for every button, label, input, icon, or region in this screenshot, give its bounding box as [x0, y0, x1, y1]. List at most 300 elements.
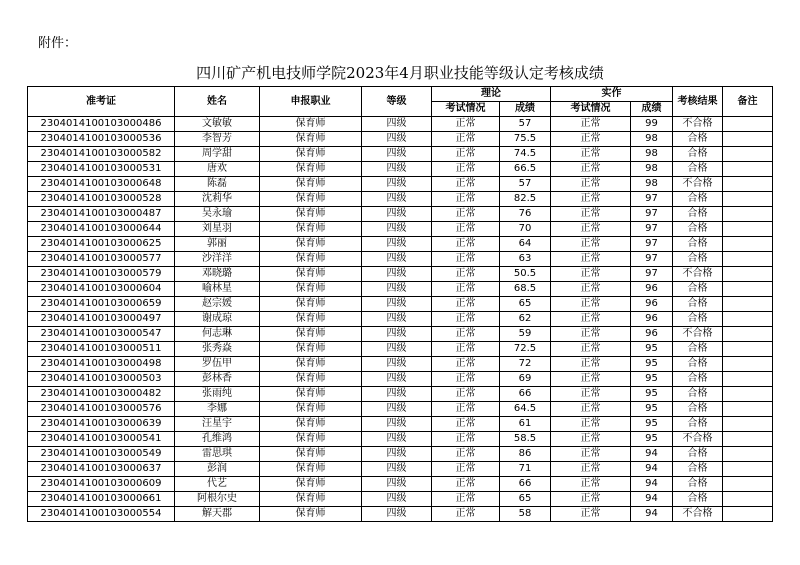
cell-result: 合格: [673, 357, 723, 372]
cell-occupation: 保育师: [260, 117, 362, 132]
cell-practice-score: 98: [631, 147, 673, 162]
cell-exam-id: 2304014100103000482: [28, 387, 175, 402]
cell-result: 不合格: [673, 507, 723, 522]
cell-result: 合格: [673, 237, 723, 252]
cell-name: 张雨纯: [175, 387, 260, 402]
cell-remarks: [723, 147, 773, 162]
cell-occupation: 保育师: [260, 327, 362, 342]
cell-result: 合格: [673, 132, 723, 147]
cell-practice-score: 97: [631, 267, 673, 282]
cell-level: 四级: [362, 132, 432, 147]
cell-name: 何志琳: [175, 327, 260, 342]
cell-level: 四级: [362, 342, 432, 357]
table-row: [28, 267, 773, 282]
cell-remarks: [723, 477, 773, 492]
cell-theory-status: 正常: [432, 237, 500, 252]
cell-practice-score: 94: [631, 492, 673, 507]
cell-level: 四级: [362, 447, 432, 462]
cell-name: 李智芳: [175, 132, 260, 147]
cell-name: 吴永瑜: [175, 207, 260, 222]
cell-level: 四级: [362, 417, 432, 432]
cell-theory-score: 58: [500, 507, 551, 522]
cell-level: 四级: [362, 207, 432, 222]
cell-theory-score: 59: [500, 327, 551, 342]
cell-theory-score: 65: [500, 492, 551, 507]
cell-practice-status: 正常: [551, 192, 631, 207]
cell-practice-status: 正常: [551, 117, 631, 132]
cell-theory-score: 66: [500, 477, 551, 492]
cell-level: 四级: [362, 222, 432, 237]
cell-exam-id: 2304014100103000541: [28, 432, 175, 447]
cell-level: 四级: [362, 282, 432, 297]
cell-name: 代艺: [175, 477, 260, 492]
cell-remarks: [723, 117, 773, 132]
cell-exam-id: 2304014100103000579: [28, 267, 175, 282]
col-practice: 实作: [551, 87, 673, 102]
table-row: [28, 432, 773, 447]
cell-practice-status: 正常: [551, 432, 631, 447]
table-row: [28, 132, 773, 147]
cell-remarks: [723, 507, 773, 522]
cell-practice-status: 正常: [551, 447, 631, 462]
cell-theory-status: 正常: [432, 477, 500, 492]
cell-remarks: [723, 132, 773, 147]
cell-remarks: [723, 192, 773, 207]
cell-theory-status: 正常: [432, 447, 500, 462]
cell-name: 沙洋洋: [175, 252, 260, 267]
cell-exam-id: 2304014100103000531: [28, 162, 175, 177]
cell-exam-id: 2304014100103000582: [28, 147, 175, 162]
table-row: [28, 387, 773, 402]
cell-level: 四级: [362, 477, 432, 492]
cell-level: 四级: [362, 252, 432, 267]
cell-practice-status: 正常: [551, 387, 631, 402]
cell-exam-id: 2304014100103000486: [28, 117, 175, 132]
table-row: [28, 507, 773, 522]
cell-name: 彭林香: [175, 372, 260, 387]
cell-practice-status: 正常: [551, 207, 631, 222]
cell-occupation: 保育师: [260, 237, 362, 252]
col-remarks: 备注: [723, 87, 773, 117]
cell-theory-status: 正常: [432, 207, 500, 222]
table-row: [28, 297, 773, 312]
cell-remarks: [723, 447, 773, 462]
table-row: [28, 237, 773, 252]
cell-practice-status: 正常: [551, 417, 631, 432]
cell-theory-score: 64: [500, 237, 551, 252]
cell-practice-status: 正常: [551, 267, 631, 282]
cell-practice-score: 97: [631, 192, 673, 207]
cell-theory-status: 正常: [432, 162, 500, 177]
cell-result: 合格: [673, 147, 723, 162]
cell-practice-score: 98: [631, 162, 673, 177]
cell-theory-status: 正常: [432, 147, 500, 162]
table-row: [28, 222, 773, 237]
cell-level: 四级: [362, 492, 432, 507]
attachment-label: 附件：: [38, 36, 78, 51]
cell-name: 张秀焱: [175, 342, 260, 357]
cell-name: 赵宗媛: [175, 297, 260, 312]
table-row: [28, 162, 773, 177]
cell-practice-status: 正常: [551, 327, 631, 342]
table-row: [28, 342, 773, 357]
cell-remarks: [723, 162, 773, 177]
cell-practice-status: 正常: [551, 297, 631, 312]
cell-theory-status: 正常: [432, 462, 500, 477]
cell-theory-score: 61: [500, 417, 551, 432]
cell-practice-score: 97: [631, 222, 673, 237]
cell-practice-status: 正常: [551, 222, 631, 237]
cell-name: 阿根尔史: [175, 492, 260, 507]
cell-remarks: [723, 462, 773, 477]
cell-result: 合格: [673, 252, 723, 267]
cell-theory-score: 74.5: [500, 147, 551, 162]
cell-exam-id: 2304014100103000528: [28, 192, 175, 207]
cell-level: 四级: [362, 507, 432, 522]
table-row: [28, 492, 773, 507]
cell-occupation: 保育师: [260, 162, 362, 177]
cell-practice-status: 正常: [551, 237, 631, 252]
cell-practice-status: 正常: [551, 147, 631, 162]
table-row: [28, 417, 773, 432]
cell-practice-score: 95: [631, 432, 673, 447]
table-row: [28, 147, 773, 162]
cell-exam-id: 2304014100103000661: [28, 492, 175, 507]
cell-practice-status: 正常: [551, 312, 631, 327]
cell-remarks: [723, 222, 773, 237]
cell-practice-status: 正常: [551, 162, 631, 177]
cell-occupation: 保育师: [260, 387, 362, 402]
cell-level: 四级: [362, 117, 432, 132]
cell-name: 喻林星: [175, 282, 260, 297]
cell-theory-status: 正常: [432, 372, 500, 387]
cell-remarks: [723, 402, 773, 417]
cell-theory-status: 正常: [432, 117, 500, 132]
cell-theory-status: 正常: [432, 417, 500, 432]
cell-level: 四级: [362, 327, 432, 342]
cell-remarks: [723, 207, 773, 222]
cell-practice-status: 正常: [551, 372, 631, 387]
table-row: [28, 177, 773, 192]
cell-name: 陈磊: [175, 177, 260, 192]
cell-result: 合格: [673, 447, 723, 462]
cell-occupation: 保育师: [260, 207, 362, 222]
col-occupation: 申报职业: [260, 87, 362, 117]
col-theory-status: 考试情况: [432, 102, 500, 117]
cell-occupation: 保育师: [260, 222, 362, 237]
cell-theory-status: 正常: [432, 507, 500, 522]
cell-theory-score: 65: [500, 297, 551, 312]
table-row: [28, 252, 773, 267]
cell-practice-score: 95: [631, 357, 673, 372]
cell-result: 合格: [673, 417, 723, 432]
cell-theory-score: 86: [500, 447, 551, 462]
cell-theory-score: 64.5: [500, 402, 551, 417]
cell-remarks: [723, 237, 773, 252]
cell-remarks: [723, 372, 773, 387]
cell-result: 合格: [673, 297, 723, 312]
table-row: [28, 117, 773, 132]
cell-theory-score: 82.5: [500, 192, 551, 207]
cell-theory-status: 正常: [432, 327, 500, 342]
table-row: [28, 462, 773, 477]
cell-name: 孔维鸿: [175, 432, 260, 447]
cell-exam-id: 2304014100103000644: [28, 222, 175, 237]
cell-result: 合格: [673, 162, 723, 177]
cell-name: 文敏敏: [175, 117, 260, 132]
cell-result: 合格: [673, 282, 723, 297]
cell-result: 合格: [673, 207, 723, 222]
cell-practice-score: 99: [631, 117, 673, 132]
cell-remarks: [723, 252, 773, 267]
cell-name: 罗伍甲: [175, 357, 260, 372]
cell-exam-id: 2304014100103000625: [28, 237, 175, 252]
cell-practice-score: 96: [631, 282, 673, 297]
cell-practice-status: 正常: [551, 357, 631, 372]
cell-practice-status: 正常: [551, 492, 631, 507]
cell-practice-score: 96: [631, 312, 673, 327]
cell-remarks: [723, 492, 773, 507]
cell-result: 合格: [673, 222, 723, 237]
cell-practice-score: 95: [631, 387, 673, 402]
col-practice-score: 成绩: [631, 102, 673, 117]
cell-practice-score: 97: [631, 252, 673, 267]
cell-theory-status: 正常: [432, 387, 500, 402]
cell-exam-id: 2304014100103000511: [28, 342, 175, 357]
cell-theory-score: 76: [500, 207, 551, 222]
cell-theory-status: 正常: [432, 432, 500, 447]
cell-exam-id: 2304014100103000549: [28, 447, 175, 462]
cell-exam-id: 2304014100103000609: [28, 477, 175, 492]
table-row: [28, 282, 773, 297]
cell-theory-status: 正常: [432, 132, 500, 147]
cell-theory-score: 57: [500, 177, 551, 192]
cell-result: 合格: [673, 477, 723, 492]
cell-result: 不合格: [673, 117, 723, 132]
cell-occupation: 保育师: [260, 147, 362, 162]
col-exam-id: 准考证: [28, 87, 175, 117]
cell-occupation: 保育师: [260, 312, 362, 327]
cell-name: 沈莉华: [175, 192, 260, 207]
cell-name: 刘星羽: [175, 222, 260, 237]
cell-occupation: 保育师: [260, 417, 362, 432]
cell-level: 四级: [362, 402, 432, 417]
cell-theory-score: 71: [500, 462, 551, 477]
cell-theory-status: 正常: [432, 357, 500, 372]
cell-practice-score: 96: [631, 327, 673, 342]
table-row: [28, 327, 773, 342]
cell-practice-status: 正常: [551, 507, 631, 522]
cell-level: 四级: [362, 267, 432, 282]
cell-name: 周学甜: [175, 147, 260, 162]
cell-practice-score: 94: [631, 462, 673, 477]
cell-remarks: [723, 282, 773, 297]
cell-result: 不合格: [673, 432, 723, 447]
cell-exam-id: 2304014100103000639: [28, 417, 175, 432]
table-row: [28, 447, 773, 462]
cell-exam-id: 2304014100103000648: [28, 177, 175, 192]
cell-remarks: [723, 342, 773, 357]
cell-occupation: 保育师: [260, 192, 362, 207]
cell-theory-status: 正常: [432, 282, 500, 297]
cell-theory-score: 62: [500, 312, 551, 327]
cell-name: 解天郡: [175, 507, 260, 522]
cell-exam-id: 2304014100103000554: [28, 507, 175, 522]
cell-theory-status: 正常: [432, 297, 500, 312]
cell-exam-id: 2304014100103000503: [28, 372, 175, 387]
cell-result: 不合格: [673, 267, 723, 282]
table-row: [28, 477, 773, 492]
col-practice-status: 考试情况: [551, 102, 631, 117]
cell-theory-score: 66: [500, 387, 551, 402]
cell-practice-score: 95: [631, 372, 673, 387]
cell-theory-status: 正常: [432, 267, 500, 282]
cell-practice-status: 正常: [551, 462, 631, 477]
cell-practice-score: 98: [631, 177, 673, 192]
cell-practice-score: 97: [631, 237, 673, 252]
cell-exam-id: 2304014100103000547: [28, 327, 175, 342]
cell-occupation: 保育师: [260, 402, 362, 417]
cell-exam-id: 2304014100103000577: [28, 252, 175, 267]
cell-result: 合格: [673, 492, 723, 507]
table-row: [28, 402, 773, 417]
score-table: [27, 86, 773, 522]
cell-occupation: 保育师: [260, 462, 362, 477]
cell-name: 彭润: [175, 462, 260, 477]
table-row: [28, 207, 773, 222]
cell-level: 四级: [362, 387, 432, 402]
cell-remarks: [723, 327, 773, 342]
cell-occupation: 保育师: [260, 342, 362, 357]
table-row: [28, 192, 773, 207]
cell-name: 郭丽: [175, 237, 260, 252]
cell-occupation: 保育师: [260, 507, 362, 522]
cell-theory-status: 正常: [432, 312, 500, 327]
cell-name: 汪星宇: [175, 417, 260, 432]
table-row: [28, 357, 773, 372]
cell-theory-score: 70: [500, 222, 551, 237]
cell-level: 四级: [362, 192, 432, 207]
cell-exam-id: 2304014100103000576: [28, 402, 175, 417]
cell-practice-score: 95: [631, 342, 673, 357]
cell-occupation: 保育师: [260, 477, 362, 492]
cell-remarks: [723, 432, 773, 447]
cell-occupation: 保育师: [260, 432, 362, 447]
table-row: [28, 372, 773, 387]
cell-exam-id: 2304014100103000497: [28, 312, 175, 327]
cell-occupation: 保育师: [260, 372, 362, 387]
cell-practice-score: 94: [631, 447, 673, 462]
cell-remarks: [723, 267, 773, 282]
cell-theory-status: 正常: [432, 177, 500, 192]
cell-name: 邓晓璐: [175, 267, 260, 282]
col-theory-score: 成绩: [500, 102, 551, 117]
cell-theory-status: 正常: [432, 252, 500, 267]
cell-theory-score: 68.5: [500, 282, 551, 297]
cell-level: 四级: [362, 432, 432, 447]
cell-level: 四级: [362, 372, 432, 387]
cell-practice-status: 正常: [551, 177, 631, 192]
cell-theory-status: 正常: [432, 222, 500, 237]
cell-practice-score: 96: [631, 297, 673, 312]
cell-theory-score: 75.5: [500, 132, 551, 147]
cell-occupation: 保育师: [260, 447, 362, 462]
cell-exam-id: 2304014100103000536: [28, 132, 175, 147]
col-name: 姓名: [175, 87, 260, 117]
col-level: 等级: [362, 87, 432, 117]
cell-level: 四级: [362, 297, 432, 312]
cell-name: 雷思琪: [175, 447, 260, 462]
cell-result: 合格: [673, 192, 723, 207]
cell-level: 四级: [362, 147, 432, 162]
cell-theory-status: 正常: [432, 342, 500, 357]
cell-result: 合格: [673, 387, 723, 402]
cell-practice-status: 正常: [551, 282, 631, 297]
cell-remarks: [723, 312, 773, 327]
cell-theory-score: 63: [500, 252, 551, 267]
cell-level: 四级: [362, 312, 432, 327]
cell-theory-score: 72.5: [500, 342, 551, 357]
cell-practice-status: 正常: [551, 477, 631, 492]
cell-level: 四级: [362, 237, 432, 252]
cell-practice-status: 正常: [551, 402, 631, 417]
cell-practice-status: 正常: [551, 252, 631, 267]
cell-occupation: 保育师: [260, 297, 362, 312]
cell-level: 四级: [362, 462, 432, 477]
cell-result: 合格: [673, 372, 723, 387]
cell-exam-id: 2304014100103000637: [28, 462, 175, 477]
cell-remarks: [723, 417, 773, 432]
cell-name: 李娜: [175, 402, 260, 417]
cell-exam-id: 2304014100103000498: [28, 357, 175, 372]
cell-result: 合格: [673, 342, 723, 357]
cell-result: 不合格: [673, 177, 723, 192]
cell-name: 唐欢: [175, 162, 260, 177]
cell-theory-score: 72: [500, 357, 551, 372]
cell-practice-score: 95: [631, 417, 673, 432]
col-result: 考核结果: [673, 87, 723, 117]
cell-name: 谢成琼: [175, 312, 260, 327]
cell-occupation: 保育师: [260, 492, 362, 507]
cell-practice-status: 正常: [551, 132, 631, 147]
document-title: 四川矿产机电技师学院2023年4月职业技能等级认定考核成绩: [196, 64, 604, 82]
cell-exam-id: 2304014100103000659: [28, 297, 175, 312]
cell-theory-status: 正常: [432, 402, 500, 417]
cell-theory-score: 66.5: [500, 162, 551, 177]
cell-exam-id: 2304014100103000604: [28, 282, 175, 297]
cell-occupation: 保育师: [260, 132, 362, 147]
cell-theory-status: 正常: [432, 492, 500, 507]
cell-practice-score: 97: [631, 207, 673, 222]
cell-level: 四级: [362, 177, 432, 192]
cell-result: 合格: [673, 402, 723, 417]
cell-remarks: [723, 297, 773, 312]
cell-remarks: [723, 177, 773, 192]
cell-practice-status: 正常: [551, 342, 631, 357]
cell-occupation: 保育师: [260, 282, 362, 297]
table-row: [28, 312, 773, 327]
cell-occupation: 保育师: [260, 252, 362, 267]
cell-remarks: [723, 357, 773, 372]
cell-practice-score: 94: [631, 477, 673, 492]
cell-practice-score: 94: [631, 507, 673, 522]
cell-theory-score: 58.5: [500, 432, 551, 447]
cell-remarks: [723, 387, 773, 402]
table-body: [28, 117, 773, 522]
cell-occupation: 保育师: [260, 267, 362, 282]
cell-theory-score: 50.5: [500, 267, 551, 282]
cell-practice-score: 98: [631, 132, 673, 147]
